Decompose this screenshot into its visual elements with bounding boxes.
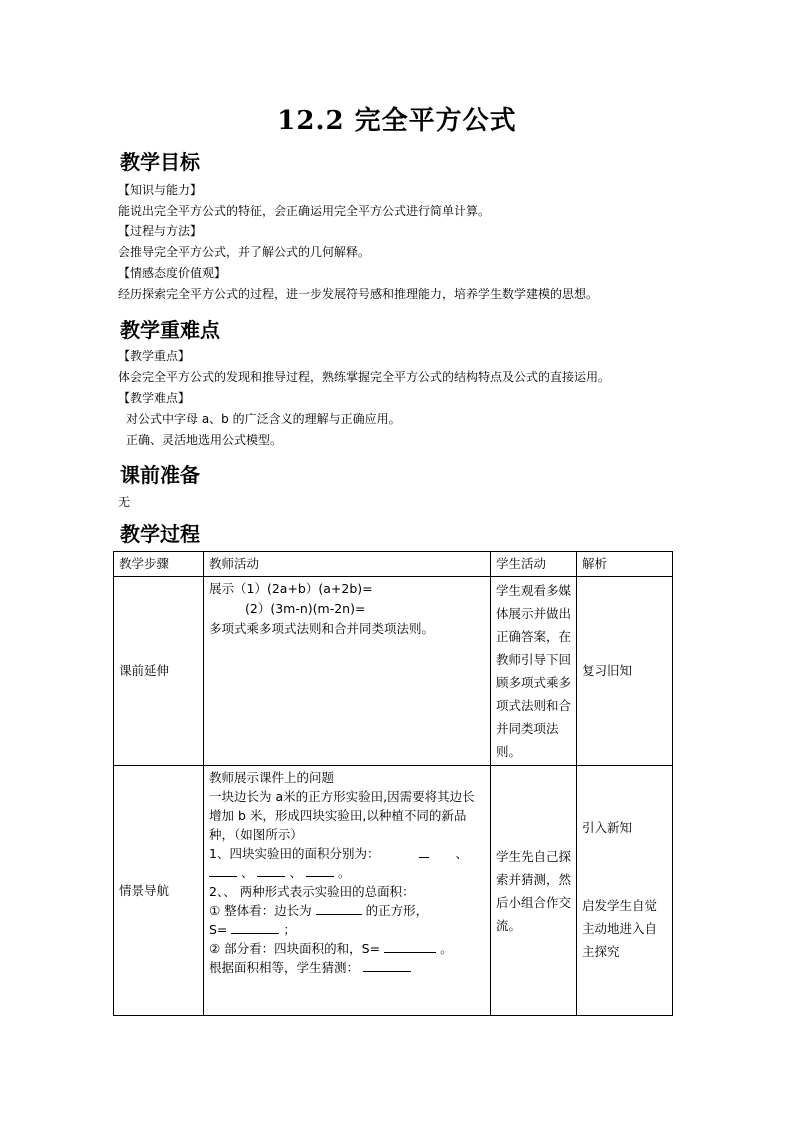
teacher-line: 展示（1）(2a+b）(a+2b)= — [209, 581, 373, 596]
emotion-text: 经历探索完全平方公式的过程，进一步发展符号感和推理能力，培养学生数学建模的思想。 — [118, 287, 599, 301]
analysis-cell: 复习旧知 — [577, 577, 673, 766]
analysis-cell — [577, 766, 673, 1016]
teacher-line: 一块边长为 a米的正方形实验田,因需要将其边长增加 b 米，形成四块实验田,以种植不同的新品种，（如图所示） — [209, 789, 475, 842]
teacher-cell — [204, 577, 491, 766]
header-analysis: 解析 — [577, 552, 673, 577]
student-cell: 学生观看多媒体展示并做出正确答案，在教师引导下回顾多项式乘多项式法则和合并同类项法则。 — [491, 577, 577, 766]
header-step: 教学步骤 — [114, 552, 204, 577]
question-1-text: 1、四块实验田的面积分别为： — [209, 846, 380, 861]
answer-blank[interactable] — [316, 902, 362, 915]
preparation-heading: 课前准备 — [120, 463, 200, 487]
separator: 、 — [455, 846, 468, 861]
s-label: S= — [209, 922, 228, 937]
student-cell: 学生先自己探索并猜测，然后小组合作交流。 — [491, 766, 577, 1016]
emotion-label: 【情感态度价值观】 — [118, 266, 227, 280]
teacher-line: 教师展示课件上的问题 — [209, 770, 335, 785]
table-row — [114, 577, 673, 766]
teacher-cell — [204, 766, 491, 1016]
preparation-text: 无 — [118, 495, 131, 509]
period: 。 — [440, 941, 453, 956]
teacher-line — [209, 920, 485, 939]
process-heading: 教学过程 — [120, 522, 200, 546]
page-title: 12.2 完全平方公式 — [277, 106, 517, 136]
answer-blank[interactable] — [306, 864, 334, 877]
objectives-heading: 教学目标 — [120, 150, 200, 174]
teacher-line — [209, 901, 485, 920]
semicolon: ； — [283, 922, 296, 937]
answer-blank[interactable] — [231, 921, 279, 934]
focus-text: 体会完全平方公式的发现和推导过程，熟练掌握完全平方公式的结构特点及公式的直接运用。 — [118, 370, 611, 384]
teacher-line — [209, 958, 485, 977]
difficulty-text-1: 对公式中字母 a、b 的广泛含义的理解与正确应用。 — [126, 412, 401, 426]
part-view-text: ② 部分看：四块面积的和，S= — [209, 941, 381, 956]
answer-blank[interactable] — [209, 864, 237, 877]
whole-view-text-end: 的正方形， — [365, 903, 429, 918]
header-student: 学生活动 — [491, 552, 577, 577]
answer-blank[interactable] — [384, 940, 436, 953]
step-cell: 情景导航 — [114, 766, 204, 1016]
answer-blank[interactable] — [363, 959, 411, 972]
knowledge-label: 【知识与能力】 — [118, 183, 203, 197]
separator: 、 — [240, 865, 254, 880]
header-teacher: 教师活动 — [204, 552, 491, 577]
spacer — [582, 838, 667, 894]
separator: 、 — [289, 865, 302, 880]
teacher-line — [209, 863, 485, 882]
difficulty-text-2: 正确、灵活地选用公式模型。 — [126, 433, 283, 447]
difficulty-label: 【教学难点】 — [118, 391, 191, 405]
process-text: 会推导完全平方公式，并了解公式的几何解释。 — [118, 245, 371, 259]
focus-label: 【教学重点】 — [118, 349, 191, 363]
knowledge-text: 能说出完全平方公式的特征，会正确运用完全平方公式进行简单计算。 — [118, 204, 491, 218]
process-label: 【过程与方法】 — [118, 224, 203, 238]
step-cell: 课前延伸 — [114, 577, 204, 766]
process-table — [113, 551, 673, 1016]
analysis-text: 启发学生自觉主动地进入自主探究 — [582, 898, 658, 959]
teacher-line — [209, 844, 485, 863]
keypoints-heading: 教学重难点 — [120, 318, 220, 342]
teacher-line: (2）(3m-n)(m-2n)= — [245, 601, 366, 616]
period: 。 — [337, 865, 351, 880]
whole-view-text: ① 整体看：边长为 — [209, 903, 312, 918]
answer-blank[interactable] — [419, 845, 429, 858]
teacher-line — [209, 939, 485, 958]
table-header-row — [114, 552, 673, 577]
table-row — [114, 766, 673, 1016]
teacher-line: 2、、 两种形式表示实验田的总面积： — [209, 884, 415, 899]
guess-text: 根据面积相等，学生猜测： — [209, 960, 360, 975]
analysis-text: 引入新知 — [582, 820, 633, 835]
teacher-line: 多项式乘多项式法则和合并同类项法则。 — [209, 621, 435, 636]
answer-blank[interactable] — [257, 864, 285, 877]
